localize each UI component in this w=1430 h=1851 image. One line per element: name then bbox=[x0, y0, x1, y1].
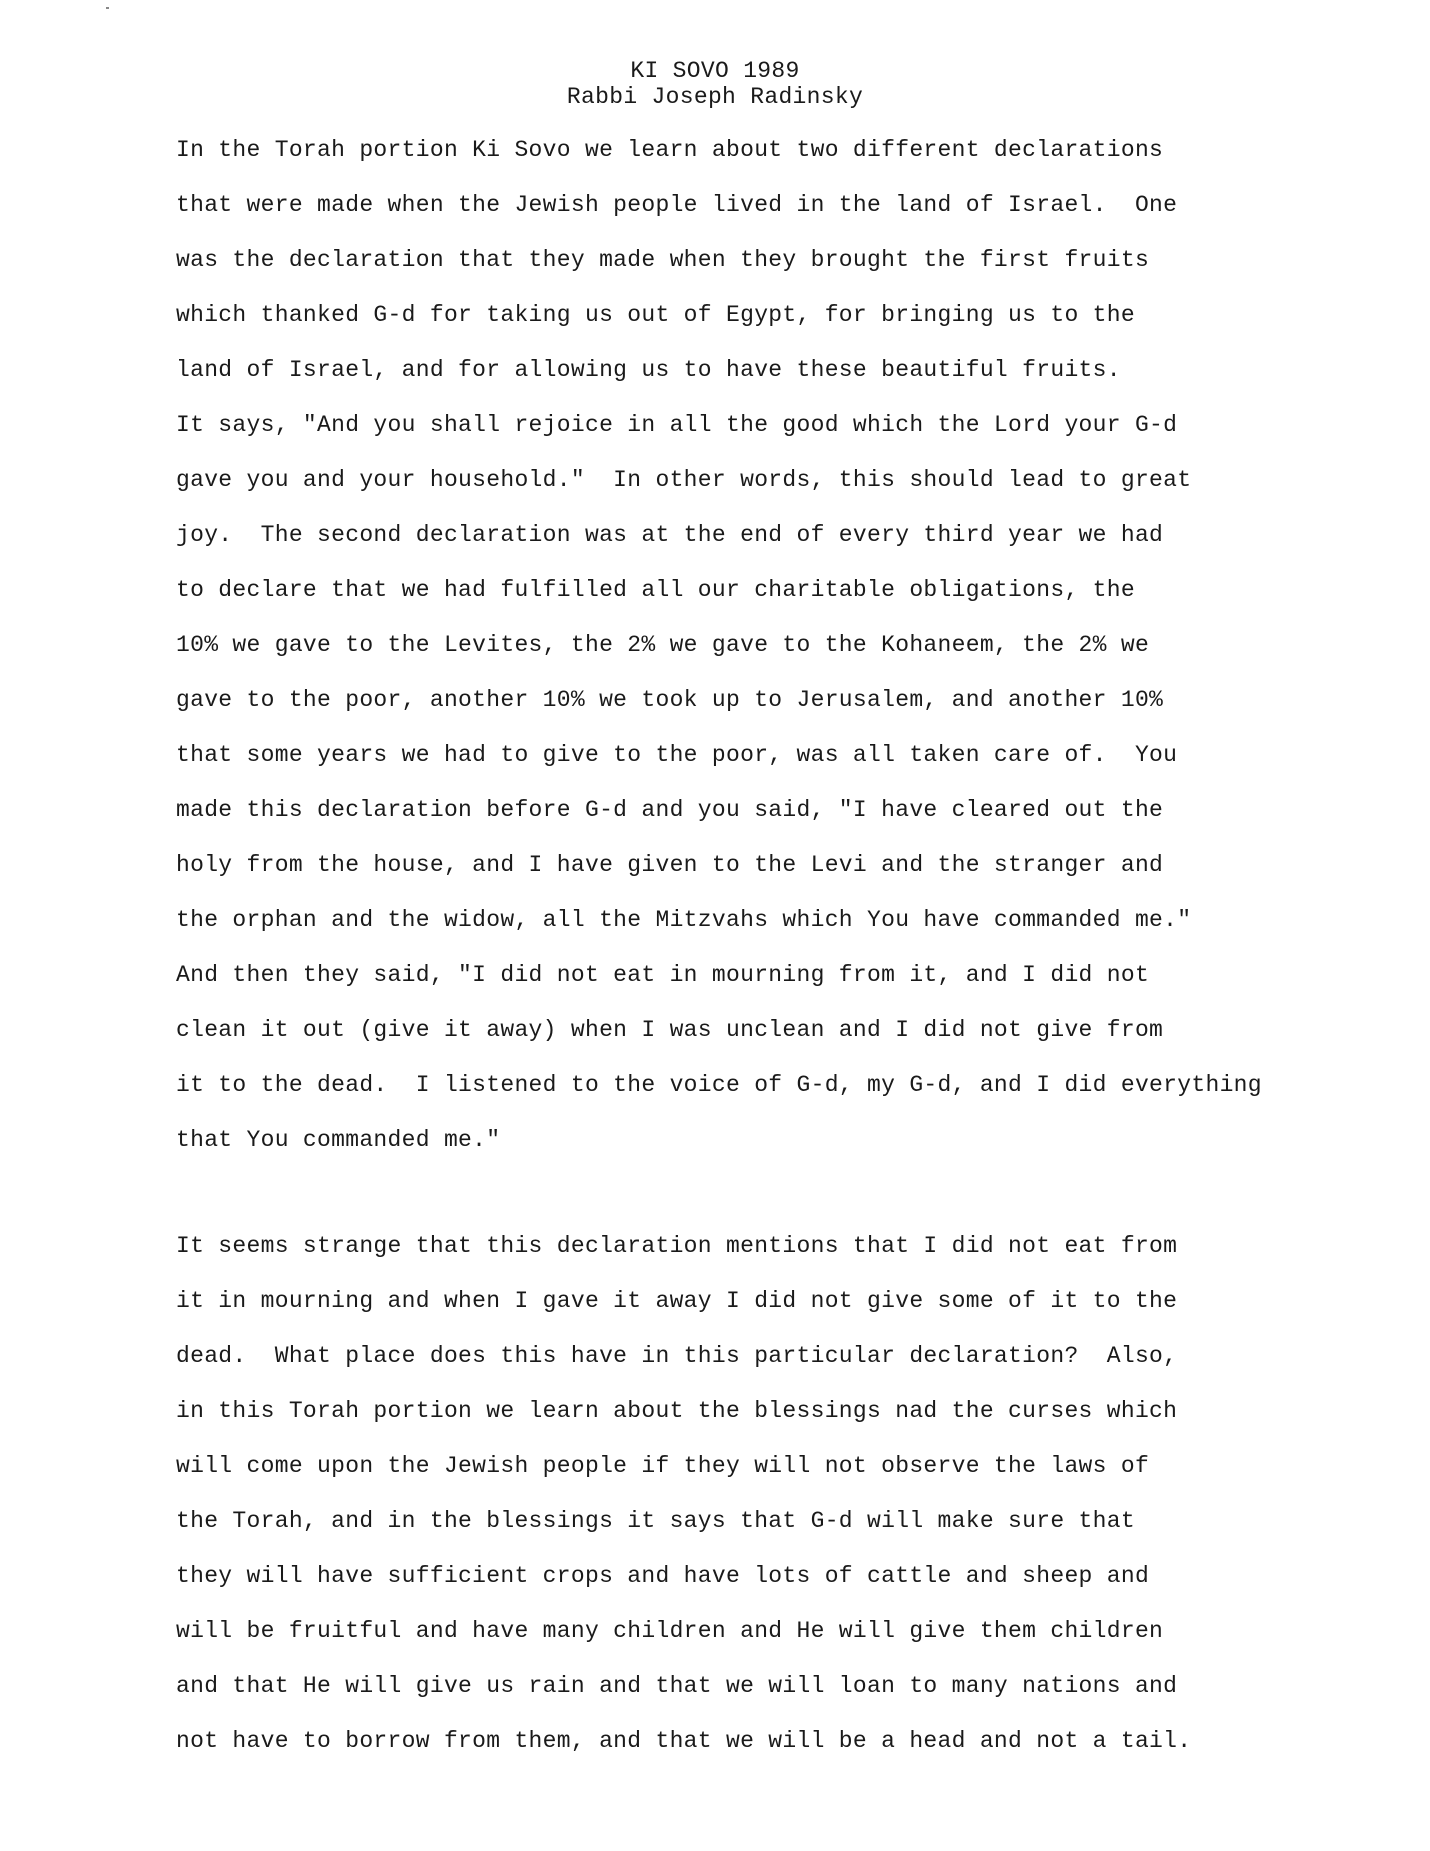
text-line: that some years we had to give to the poor, was all taken care of. You bbox=[176, 742, 1178, 768]
text-line: joy. The second declaration was at the end of every third year we had bbox=[176, 522, 1164, 548]
text-line: land of Israel, and for allowing us to have these beautiful fruits. bbox=[176, 357, 1121, 383]
text-line: it in mourning and when I gave it away I did not give some of it to the bbox=[176, 1288, 1178, 1314]
document-author: Rabbi Joseph Radinsky bbox=[566, 84, 864, 110]
paragraph-2 bbox=[176, 1233, 1396, 1783]
text-line: in this Torah portion we learn about the blessings nad the curses which bbox=[176, 1398, 1178, 1424]
text-line: it to the dead. I listened to the voice of G-d, my G-d, and I did everything bbox=[176, 1072, 1262, 1098]
text-line: was the declaration that they made when they brought the first fruits bbox=[176, 247, 1150, 273]
text-line: to declare that we had fulfilled all our charitable obligations, the bbox=[176, 577, 1135, 603]
text-line: 10% we gave to the Levites, the 2% we gave to the Kohaneem, the 2% we bbox=[176, 632, 1150, 658]
text-line: that were made when the Jewish people lived in the land of Israel. One bbox=[176, 192, 1178, 218]
text-line: In the Torah portion Ki Sovo we learn about two different declarations bbox=[176, 137, 1164, 163]
text-line: that You commanded me." bbox=[176, 1127, 501, 1153]
text-line: which thanked G-d for taking us out of Egypt, for bringing us to the bbox=[176, 302, 1135, 328]
text-line: holy from the house, and I have given to the Levi and the stranger and bbox=[176, 852, 1164, 878]
text-line: will come upon the Jewish people if they will not observe the laws of bbox=[176, 1453, 1150, 1479]
text-line: dead. What place does this have in this particular declaration? Also, bbox=[176, 1343, 1178, 1369]
text-line: gave to the poor, another 10% we took up to Jerusalem, and another 10% bbox=[176, 687, 1164, 713]
text-line: It seems strange that this declaration mentions that I did not eat from bbox=[176, 1233, 1178, 1259]
text-line: It says, "And you shall rejoice in all the good which the Lord your G-d bbox=[176, 412, 1178, 438]
text-line: and that He will give us rain and that we will loan to many nations and bbox=[176, 1673, 1178, 1699]
document-title: KI SOVO 1989 bbox=[630, 58, 800, 84]
text-line: And then they said, "I did not eat in mourning from it, and I did not bbox=[176, 962, 1150, 988]
text-line: they will have sufficient crops and have lots of cattle and sheep and bbox=[176, 1563, 1150, 1589]
text-line: will be fruitful and have many children and He will give them children bbox=[176, 1618, 1164, 1644]
paragraph-1 bbox=[176, 137, 1396, 1182]
text-line: made this declaration before G-d and you said, "I have cleared out the bbox=[176, 797, 1164, 823]
text-line: gave you and your household." In other words, this should lead to great bbox=[176, 467, 1192, 493]
text-line: not have to borrow from them, and that we will be a head and not a tail. bbox=[176, 1728, 1192, 1754]
text-line: the orphan and the widow, all the Mitzvahs which You have commanded me." bbox=[176, 907, 1192, 933]
text-line: the Torah, and in the blessings it says that G-d will make sure that bbox=[176, 1508, 1135, 1534]
document-header bbox=[0, 58, 1430, 110]
scan-speck bbox=[106, 7, 109, 9]
text-line: clean it out (give it away) when I was unclean and I did not give from bbox=[176, 1017, 1164, 1043]
